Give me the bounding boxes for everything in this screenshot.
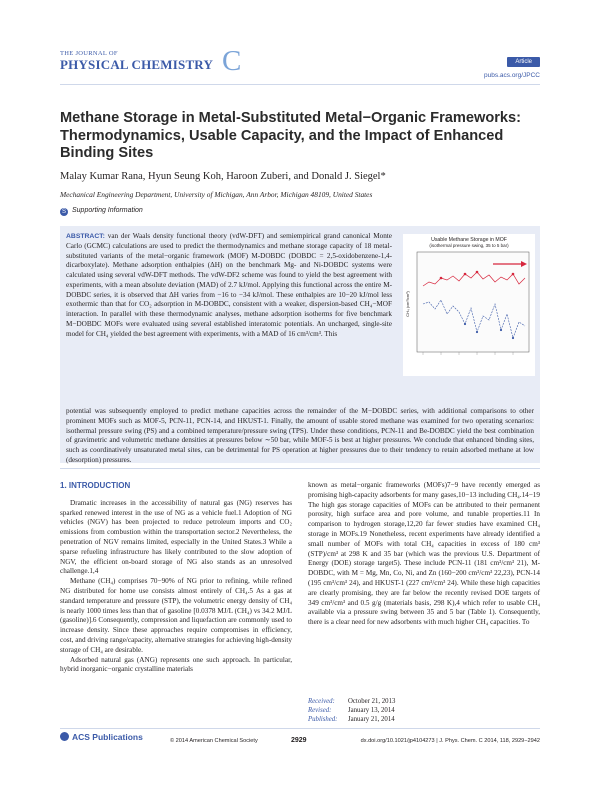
journal-letter: C	[222, 45, 242, 77]
toc-point	[476, 271, 479, 274]
footer-rule	[60, 728, 540, 729]
copyright-notice: © 2014 American Chemical Society	[170, 738, 258, 744]
acs-logo-label: ACS Publications	[72, 732, 143, 742]
toc-point	[464, 273, 467, 276]
toc-caption-line1: Usable Methane Storage in MOF	[431, 237, 507, 243]
author-list: Malay Kumar Rana, Hyun Seung Koh, Haroon Zuberi, and Donald J. Siegel*	[60, 171, 386, 182]
date-published: Published: January 21, 2014	[308, 716, 395, 723]
journal-url-link[interactable]: pubs.acs.org/JPCC	[484, 72, 540, 79]
page-number: 2929	[291, 737, 307, 744]
abstract-narrow	[66, 232, 392, 339]
toc-point	[440, 277, 443, 280]
toc-graphic	[403, 234, 535, 376]
section-heading: 1. INTRODUCTION	[60, 481, 131, 490]
toc-x-ticks	[423, 352, 513, 355]
journal-top-line: THE JOURNAL OF	[60, 50, 118, 57]
toc-point	[512, 273, 515, 276]
article-dates	[308, 697, 540, 724]
article-type-tab: Article	[507, 57, 540, 67]
intro-left-column	[60, 481, 292, 675]
abstract-wide: potential was subsequently employed to predict methane capacities across the remainder of the M−DOBDC series, with additional comparisons to other prominent MOFs such as MOF-5, PCN-11, PCN-14, and HKUST-1. Finally, the amount of usable stored methane was examined for two operating scenarios: isothermal pressure swing (PS) and a combined temperature/pressure swing (TPS). Under these conditions, PCN-11 and Be-DOBDC yield the best combination of gravimetric and volumetric methane densities at pressures below ∼50 bar, while MOF-5 is best at higher pressures. We conclude that enhanced binding sites, such as coordinatively unsaturated metal sites, can be detrimental for PS operation at higher pressures due to their tendency to retain adsorbed methane at low (desorption) pressures.	[66, 407, 534, 464]
toc-caption-line2: (isothermal pressure swing, 35 to 5 bar)	[429, 243, 509, 248]
intro-paragraph-3: Adsorbed natural gas (ANG) represents one such approach. In particular, hybrid inorganic−organic crystalline materials	[60, 655, 292, 674]
header-rule	[60, 84, 540, 85]
toc-y-label: CH₄ (cm³/cm³)	[405, 291, 410, 317]
intro-paragraph-1: Dramatic increases in the accessibility of natural gas (NG) reserves has sparked renewed interest in the use of NG as a vehicle fuel.1 Adoption of NG vehicles (NGV) has been projected to reduce petroleum imports and CO₂ emissions from combustion within the transportation sector.2 Nevertheless, the penetration of NGV remains limited, especially in the United States.3 While a sparse refueling infrastructure has likely contributed to the slow adoption of NGV, the efficient on-board storage of NG also stands as an unresolved challenge.1,4	[60, 498, 292, 576]
acs-logo-icon	[60, 732, 69, 741]
toc-point	[512, 337, 514, 339]
doi-citation[interactable]: dx.doi.org/10.1021/jp4104273 | J. Phys. Chem. C 2014, 118, 2929−2942	[360, 738, 540, 744]
supporting-info-link[interactable]	[60, 207, 143, 216]
toc-point	[464, 323, 466, 325]
abstract-text-part1: van der Waals density functional theory (vdW-DFT) and semiempirical grand canonical Monte Carlo (GCMC) calculations are used to predict the thermodynamics and methane storage capacity of 18 metal-substituted variants of the metal−organic framework (MOF) M-DOBDC (DOBDC = 2,5-oxidobenzene-1,4-dicarboxylate). Methane adsorption enthalpies (ΔH) on the benchmark Mg- and Ni-DOBDC systems were calculated using several vdW-DFT methods. The vdW-DF2 scheme was found to yield the best agreement with experiments, with a mean absolute deviation (MAD) of 2.7 kJ/mol. Applying this functional across the entire M-DOBDC series, it is observed that ΔH varies from −16 to −34 kJ/mol. These enthalpies are 10−20 kJ/mol less exothermic than that for CO₂ adsorption in M-DOBDC, consistent with a weaker, dispersion-based CH₄−MOF interaction. In parallel with these thermodynamic analyses, methane adsorption isotherms for five benchmark M−DOBDC MOFs were evaluated using several established interatomic potentials. An uncharged, single-site model for CH₄ yielded the best agreement with experiments, with a MAD of 16 cm³/cm³. This	[66, 232, 392, 338]
intro-paragraph-right: known as metal−organic frameworks (MOFs)7−9 have recently emerged as promising high-capacity adsorbents for many gases,10−13 including CH₄.14−19 The high gas storage capacities of MOFs can be attributed to their permanent porosity, high surface area and pore volume, and tunable properties.11 In comparison to hydrogen storage,12,20 far fewer studies have examined CH₄ storage in MOFs.19 Nonetheless, recent experiments have already identified a small number of MOFs with total CH₄ capacities in excess of 180 cm³ (STP)/cm³ at 298 K and 35 bar (which was the previous U.S. Department of Energy (DOE) storage target5). These include PCN-11 (181 cm³/cm³ 21), M-DOBDC, with M = Mg, Mn, Co, Ni, and Zn (160−200 cm³/cm³ 22,23), PCN-14 (195 cm³/cm³ 24), and HKUST-1 (227 cm³/cm³ 24). While these high capacities are clearly promising, they are far below the recently revised DOE targets of 349 cm³/cm³ and 0.5 g/g (materials basis, 298 K),4 which refer to usable CH₄ available via a pressure swing between 35 and 5 bar (Table 1). Consequently, there is a clear need for new adsorbents with much higher CH₄ capacities. To	[308, 481, 540, 627]
article-title: Methane Storage in Metal-Substituted Metal−Organic Frameworks: Thermodynamics, Usable Capacity, and the Impact of Enhanced Binding Sites	[60, 110, 522, 161]
intro-paragraph-2: Methane (CH₄) comprises 70−90% of NG prior to refining, while refined NG distributed for home use consists almost entirely of CH₄.5 As a gas at standard temperature and pressure (STP), the volumetric energy density of CH₄ is nearly 1000 times less than that of gasoline [0.0378 MJ/L (CH₄) vs 34.2 MJ/L (gasoline)].6 Consequently, compression and liquefaction are commonly used to increase density. Since these approaches require compromises in efficiency, cost, and driving range/capacity, alternative strategies for achieving high-density storage of CH₄ are desirable.	[60, 577, 292, 654]
toc-point	[500, 329, 502, 331]
toc-chart	[403, 234, 535, 376]
abstract-label: ABSTRACT:	[66, 233, 105, 240]
intro-right-column	[308, 481, 540, 628]
acs-publications-logo[interactable]	[60, 732, 143, 742]
date-revised: Revised: January 13, 2014	[308, 707, 395, 714]
info-icon: S	[61, 209, 66, 215]
toc-plot-frame	[417, 252, 529, 352]
journal-name: PHYSICAL CHEMISTRY	[60, 57, 214, 72]
abstract-rule	[60, 468, 540, 469]
toc-point	[476, 331, 478, 333]
affiliation: Mechanical Engineering Department, University of Michigan, Ann Arbor, Michigan 48109, United States	[60, 190, 373, 199]
date-received: Received: October 21, 2013	[308, 698, 396, 705]
supporting-info-label: Supporting Information	[72, 207, 143, 214]
